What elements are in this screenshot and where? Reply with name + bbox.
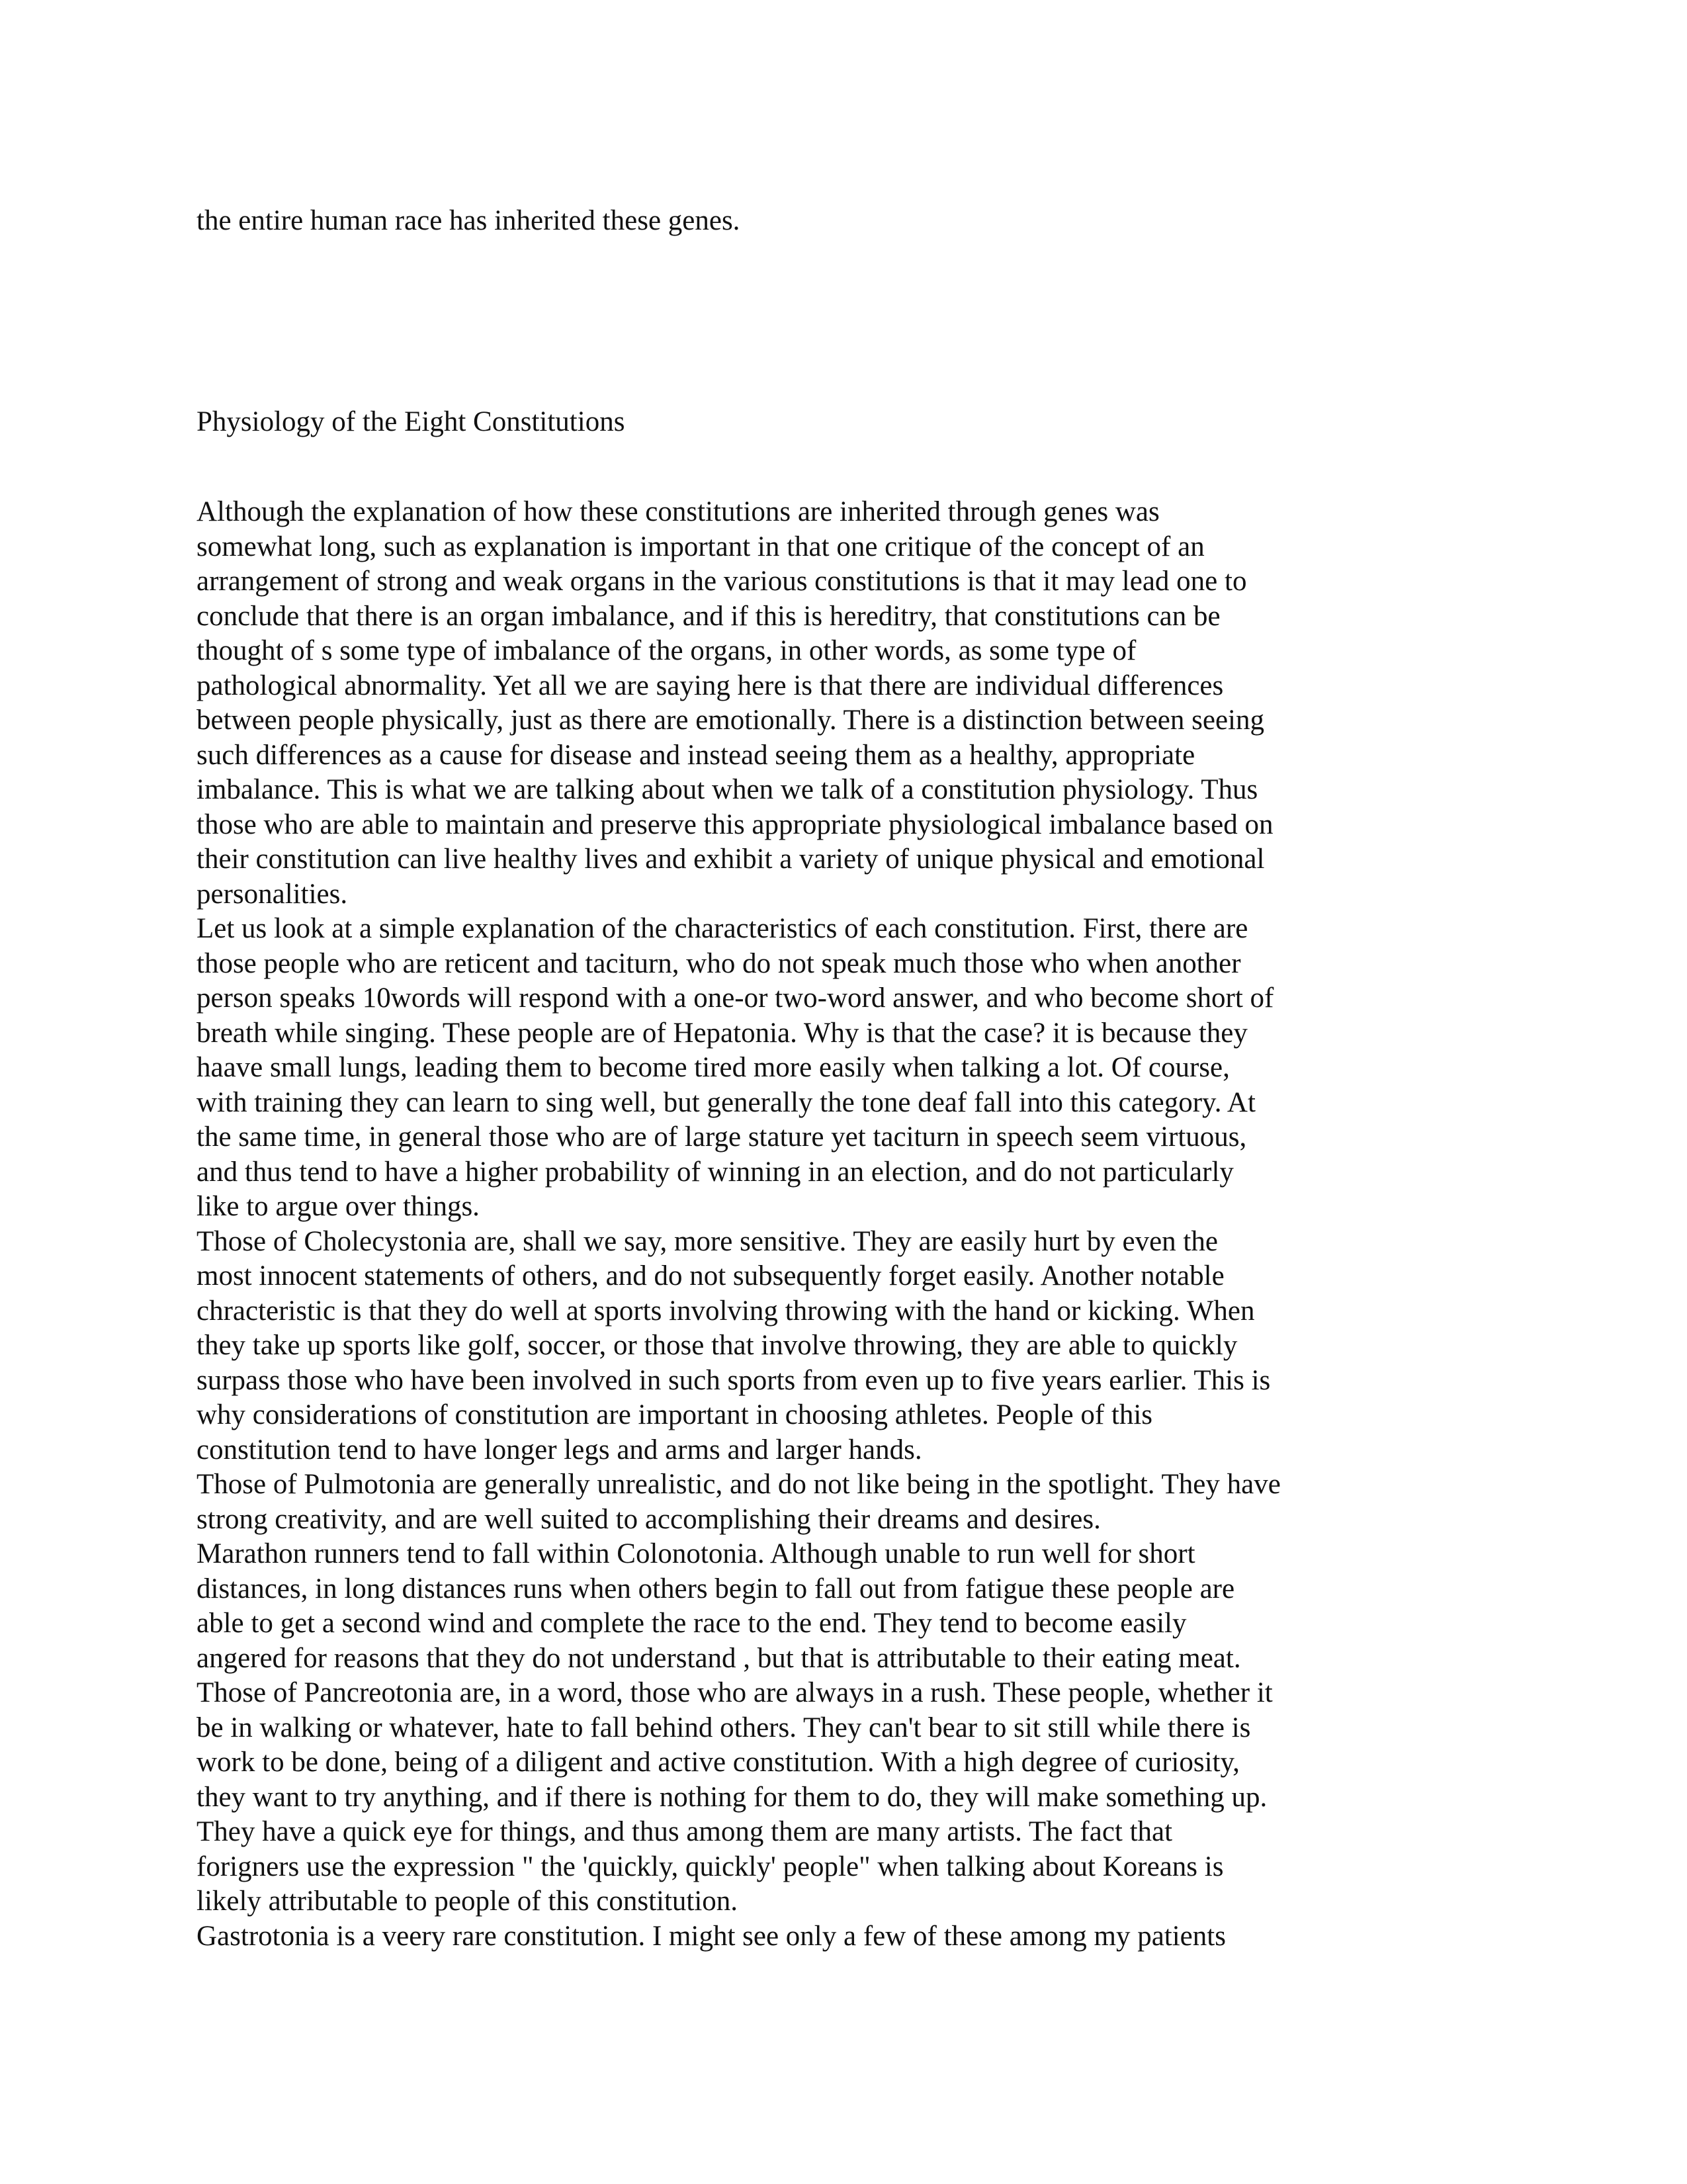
body-line: somewhat long, such as explanation is important in that one critique of the concept of an: [196, 531, 1205, 562]
body-line: thought of s some type of imbalance of the organs, in other words, as some type of: [196, 635, 1137, 666]
body-line: strong creativity, and are well suited to accomplishing their dreams and desires.: [196, 1503, 1101, 1535]
body-line: Although the explanation of how these constitutions are inherited through genes was: [196, 496, 1160, 527]
body-line: Marathon runners tend to fall within Colonotonia. Although unable to run well for short: [196, 1538, 1195, 1569]
body-line: constitution tend to have longer legs and arms and larger hands.: [196, 1434, 922, 1465]
body-line: They have a quick eye for things, and thus among them are many artists. The fact that: [196, 1816, 1173, 1847]
body-line: conclude that there is an organ imbalance, and if this is hereditry, that constitutions can be: [196, 600, 1221, 632]
body-line: be in walking or whatever, hate to fall behind others. They can't bear to sit still while there is: [196, 1712, 1251, 1743]
body-line: the same time, in general those who are of large stature yet taciturn in speech seem virtuous,: [196, 1121, 1247, 1153]
body-line: with training they can learn to sing well, but generally the tone deaf fall into this category. At: [196, 1086, 1256, 1118]
body-line: person speaks 10words will respond with a one-or two-word answer, and who become short of: [196, 983, 1274, 1014]
intro-line: the entire human race has inherited these genes.: [196, 205, 740, 236]
body-line: those people who are reticent and taciturn, who do not speak much those who when another: [196, 947, 1241, 979]
body-line: personalities.: [196, 878, 348, 910]
body-line: pathological abnormality. Yet all we are saying here is that there are individual differences: [196, 670, 1224, 701]
body-line: Those of Pancreotonia are, in a word, those who are always in a rush. These people, whether it: [196, 1677, 1273, 1708]
body-line: between people physically, just as there are emotionally. There is a distinction between seeing: [196, 705, 1264, 736]
body-line: Those of Cholecystonia are, shall we say, more sensitive. They are easily hurt by even the: [196, 1225, 1218, 1257]
body-line: surpass those who have been involved in such sports from even up to five years earlier. This is: [196, 1364, 1271, 1396]
body-line: Gastrotonia is a veery rare constitution. I might see only a few of these among my patients: [196, 1920, 1226, 1952]
body-line: Let us look at a simple explanation of the characteristics of each constitution. First, there are: [196, 913, 1248, 944]
body-line: those who are able to maintain and preserve this appropriate physiological imbalance based on: [196, 808, 1274, 840]
body-line: able to get a second wind and complete the race to the end. They tend to become easily: [196, 1608, 1187, 1639]
body-line: why considerations of constitution are important in choosing athletes. People of this: [196, 1399, 1153, 1430]
body-line: likely attributable to people of this constitution.: [196, 1886, 738, 1917]
body-line: like to argue over things.: [196, 1191, 480, 1222]
body-line: most innocent statements of others, and do not subsequently forget easily. Another notable: [196, 1260, 1225, 1291]
body-line: such differences as a cause for disease and instead seeing them as a healthy, appropriate: [196, 739, 1195, 771]
body-line: imbalance. This is what we are talking about when we talk of a constitution physiology. Thus: [196, 774, 1258, 805]
body-line: they take up sports like golf, soccer, or those that involve throwing, they are able to quickly: [196, 1330, 1238, 1361]
body-line: breath while singing. These people are of Hepatonia. Why is that the case? it is because they: [196, 1017, 1248, 1049]
body-line: distances, in long distances runs when others begin to fall out from fatigue these people are: [196, 1573, 1235, 1604]
body-line: they want to try anything, and if there is nothing for them to do, they will make something up.: [196, 1781, 1268, 1813]
body-line: arrangement of strong and weak organs in the various constitutions is that it may lead one to: [196, 566, 1247, 597]
body-line: work to be done, being of a diligent and active constitution. With a high degree of curiosity,: [196, 1747, 1240, 1778]
body-line: forigners use the expression " the 'quickly, quickly' people" when talking about Koreans is: [196, 1851, 1224, 1882]
body-text: [196, 495, 1281, 1954]
body-line: Those of Pulmotonia are generally unrealistic, and do not like being in the spotlight. They have: [196, 1469, 1281, 1500]
section-heading: Physiology of the Eight Constitutions: [196, 406, 625, 437]
body-line: their constitution can live healthy lives and exhibit a variety of unique physical and emotional: [196, 844, 1265, 875]
body-line: angered for reasons that they do not understand , but that is attributable to their eating meat.: [196, 1642, 1241, 1674]
body-line: haave small lungs, leading them to become tired more easily when talking a lot. Of course,: [196, 1052, 1230, 1083]
body-line: and thus tend to have a higher probability of winning in an election, and do not particularly: [196, 1156, 1234, 1188]
body-line: chracteristic is that they do well at sports involving throwing with the hand or kicking. When: [196, 1295, 1255, 1327]
